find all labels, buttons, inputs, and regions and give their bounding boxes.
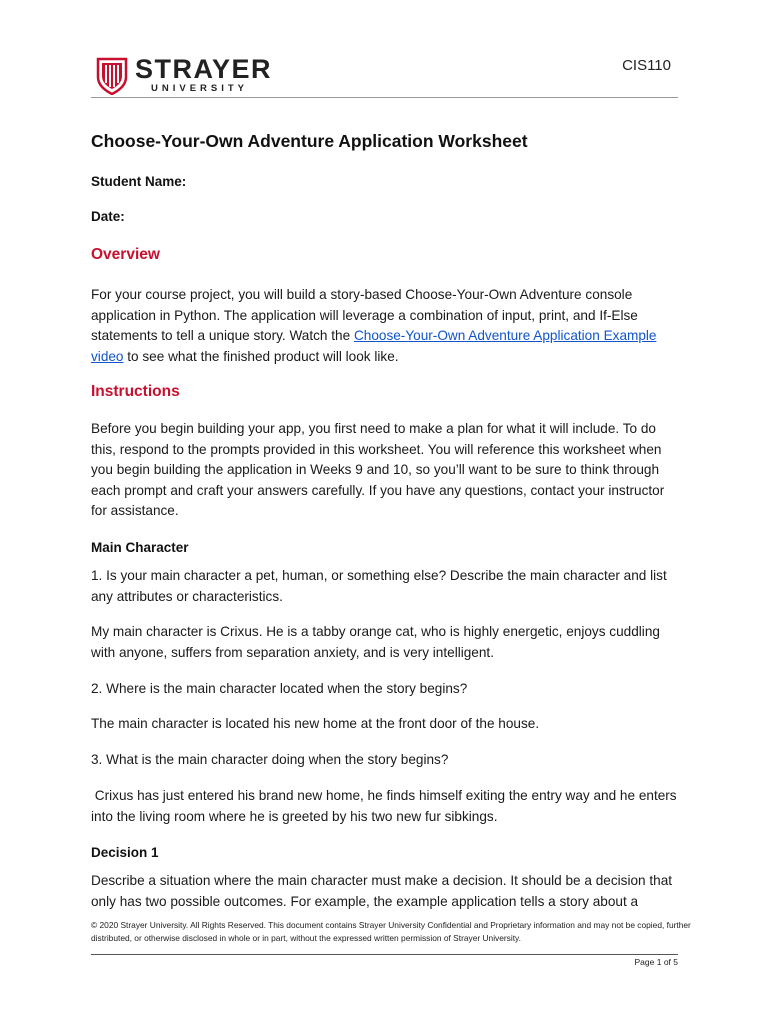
- decision-1-heading: Decision 1: [91, 845, 159, 860]
- decision-1-paragraph: Describe a situation where the main character must make a decision. It should be a decision that only has two possible outcomes. For example, the example application tells a story about a: [91, 873, 673, 909]
- instructions-paragraph: Before you begin building your app, you first need to make a plan for what it will include. To do this, respond to the prompts provided in this worksheet. You will reference this worksheet when you begin building the application in Weeks 9 and 10, so you’ll want to be sure to think through each prompt and craft your answers carefully. If you have any questions, contact your instructor for assistance.: [91, 421, 665, 518]
- footer-divider: [91, 954, 678, 955]
- page-number: Page 1 of 5: [634, 957, 678, 967]
- strayer-shield-logo-icon: [96, 57, 128, 95]
- document-title: Choose-Your-Own Adventure Application Worksheet: [91, 131, 528, 151]
- answer-3: Crixus has just entered his brand new home, he finds himself exiting the entry way and he enters into the living room where he is greeted by his two new fur sibkings.: [91, 788, 681, 824]
- overview-text-start: For your course project, you will build a story-based Choose-Your-Own Adventure console application in Python. The application will leverage a combination of input, print, and If-Else statements to tell a unique story. Watch the: [91, 287, 638, 343]
- question-3: 3. What is the main character doing when the story begins?: [91, 752, 449, 767]
- question-2: 2. Where is the main character located when the story begins?: [91, 681, 468, 696]
- copyright-notice: © 2020 Strayer University. All Rights Reserved. This document contains Strayer University Confidential and Proprietary information and may not be copied, further distributed, or otherwise disclosed in whole or in part, without the expressed written permission of Strayer University.: [91, 920, 691, 943]
- answer-2: The main character is located his new home at the front door of the house.: [91, 716, 540, 731]
- course-code: CIS110: [622, 57, 671, 74]
- header-divider: [91, 97, 678, 98]
- overview-text-end: to see what the finished product will look like.: [123, 348, 399, 364]
- overview-heading: Overview: [91, 246, 160, 263]
- date-label: Date:: [91, 209, 125, 224]
- answer-1: My main character is Crixus. He is a tabby orange cat, who is highly energetic, enjoys cuddling with anyone, suffers from separation anxiety, and is very intelligent.: [91, 624, 660, 660]
- instructions-heading: Instructions: [91, 383, 180, 400]
- overview-paragraph: [91, 285, 681, 367]
- question-1: 1. Is your main character a pet, human, or something else? Describe the main character and list any attributes or characteristics.: [91, 568, 667, 604]
- student-name-label: Student Name:: [91, 174, 187, 189]
- brand-subtitle: UNIVERSITY: [151, 83, 249, 94]
- main-character-heading: Main Character: [91, 540, 189, 555]
- example-video-link[interactable]: Choose-Your-Own Adventure Application Example video: [91, 328, 657, 364]
- brand-name: STRAYER: [135, 54, 273, 84]
